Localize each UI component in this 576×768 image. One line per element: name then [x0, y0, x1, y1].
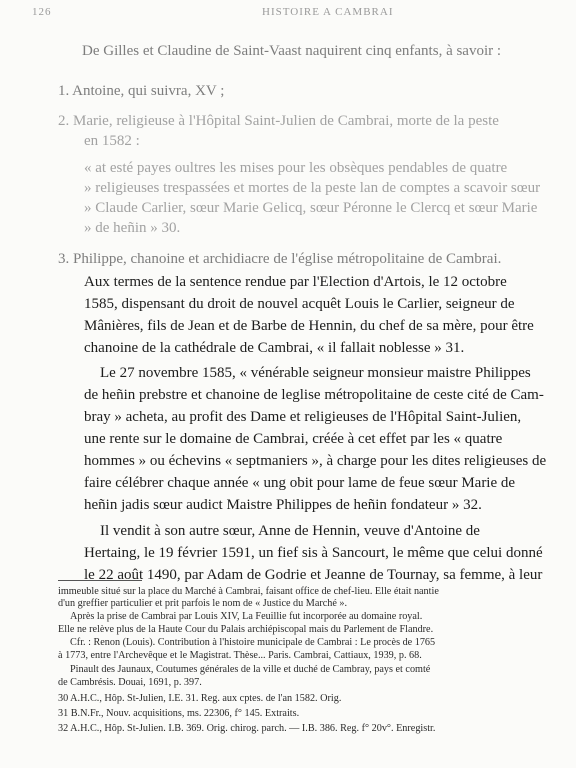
- footnote-line: Cfr. : Renon (Louis). Contribution à l'histoire municipale de Cambrai : Le procès de 1765: [70, 637, 436, 648]
- quote-line: » religieuses trespassées et mortes de la peste lan de comptes a scavoir sœur: [84, 180, 541, 196]
- body-line: faire célébrer chaque année « ung obit pour lame de feue sœur Marie de: [84, 475, 516, 491]
- body-line: bray » acheta, au profit des Dame et religieuses de l'Hôpital Saint-Julien,: [84, 409, 522, 425]
- running-title: HISTOIRE A CAMBRAI: [262, 6, 394, 18]
- quote-line: « at esté payes oultres les mises pour les obsèques pendables de quatre: [84, 160, 508, 176]
- footnote-line: de Cambrésis. Douai, 1691, p. 397.: [58, 677, 202, 688]
- body-line: chanoine de la cathédrale de Cambrai, « il fallait noblesse » 31.: [84, 340, 465, 356]
- body-line: en 1582 :: [84, 133, 140, 149]
- footnote-30: 30 A.H.C., Hôp. St-Julien, I.E. 31. Reg. aux cptes. de l'an 1582. Orig.: [58, 693, 342, 704]
- footnote-line: immeuble situé sur la place du Marché à Cambrai, faisant office de chef-lieu. Elle était nantie: [58, 586, 439, 597]
- page-header: [32, 6, 536, 24]
- footnote-line: Après la prise de Cambrai par Louis XIV, La Feuillie fut incorporée au domaine royal.: [70, 611, 423, 622]
- body-line: Aux termes de la sentence rendue par l'Election d'Artois, le 12 octobre: [84, 274, 507, 290]
- footnote-31: 31 B.N.Fr., Nouv. acquisitions, ms. 22306, f° 145. Extraits.: [58, 708, 300, 719]
- footnote-line: Pinault des Jaunaux, Coutumes générales de la ville et duché de Cambray, pays et comté: [70, 664, 431, 675]
- footnote-line: à 1773, entre l'Archevêque et le Magistrat. Thèse... Paris. Cambrai, Cattiaux, 1939, p. 68.: [58, 650, 422, 661]
- footnote-rule: [58, 580, 142, 581]
- body-line: Hertaing, le 19 février 1591, un fief sis à Sancourt, le même que celui donné: [84, 545, 543, 561]
- footnote-line: Elle ne relève plus de la Haute Cour du Palais archiépiscopal mais du Parlement de Flandre.: [58, 624, 434, 635]
- body-line: de heñin prebstre et chanoine de leglise métropolitaine de ceste cité de Cam-: [84, 387, 544, 403]
- list-item-2: 2. Marie, religieuse à l'Hôpital Saint-Julien de Cambrai, morte de la peste: [58, 113, 499, 129]
- body-line: le 22 août 1490, par Adam de Godrie et Jeanne de Tournay, sa femme, à leur: [84, 567, 543, 583]
- list-item-3: 3. Philippe, chanoine et archidiacre de l'église métropolitaine de Cambrai.: [58, 251, 502, 267]
- footnote-32: 32 A.H.C., Hôp. St-Julien. I.B. 369. Orig. chirog. parch. — I.B. 386. Reg. f° 20v°. Enregistr.: [58, 723, 436, 734]
- body-line: Le 27 novembre 1585, « vénérable seigneur monsieur maistre Philippes: [100, 365, 531, 381]
- footnote-line: d'un greffier particulier et prit parfois le nom de « Justice du Marché ».: [58, 598, 348, 609]
- list-item-1: 1. Antoine, qui suivra, XV ;: [58, 83, 225, 99]
- quote-line: » de heñin » 30.: [84, 220, 181, 236]
- body-line: Mânières, fils de Jean et de Barbe de Hennin, du chef de sa mère, pour être: [84, 318, 534, 334]
- page-number: 126: [32, 6, 52, 18]
- body-line: une rente sur le domaine de Cambrai, créée à cet effet par les « quatre: [84, 431, 503, 447]
- body-line: hommes » ou échevins « septmaniers », à charge pour les dites religieuses de: [84, 453, 547, 469]
- body-line: De Gilles et Claudine de Saint-Vaast naquirent cinq enfants, à savoir :: [82, 43, 502, 59]
- body-line: 1585, dispensant du droit de nouvel acquêt Louis le Carlier, seigneur de: [84, 296, 515, 312]
- quote-line: » Claude Carlier, sœur Marie Gelicq, sœur Péronne le Clercq et sœur Marie: [84, 200, 538, 216]
- body-line: heñin jadis sœur audict Maistre Philippes de heñin fondateur » 32.: [84, 497, 482, 513]
- body-line: Il vendit à son autre sœur, Anne de Hennin, veuve d'Antoine de: [100, 523, 480, 539]
